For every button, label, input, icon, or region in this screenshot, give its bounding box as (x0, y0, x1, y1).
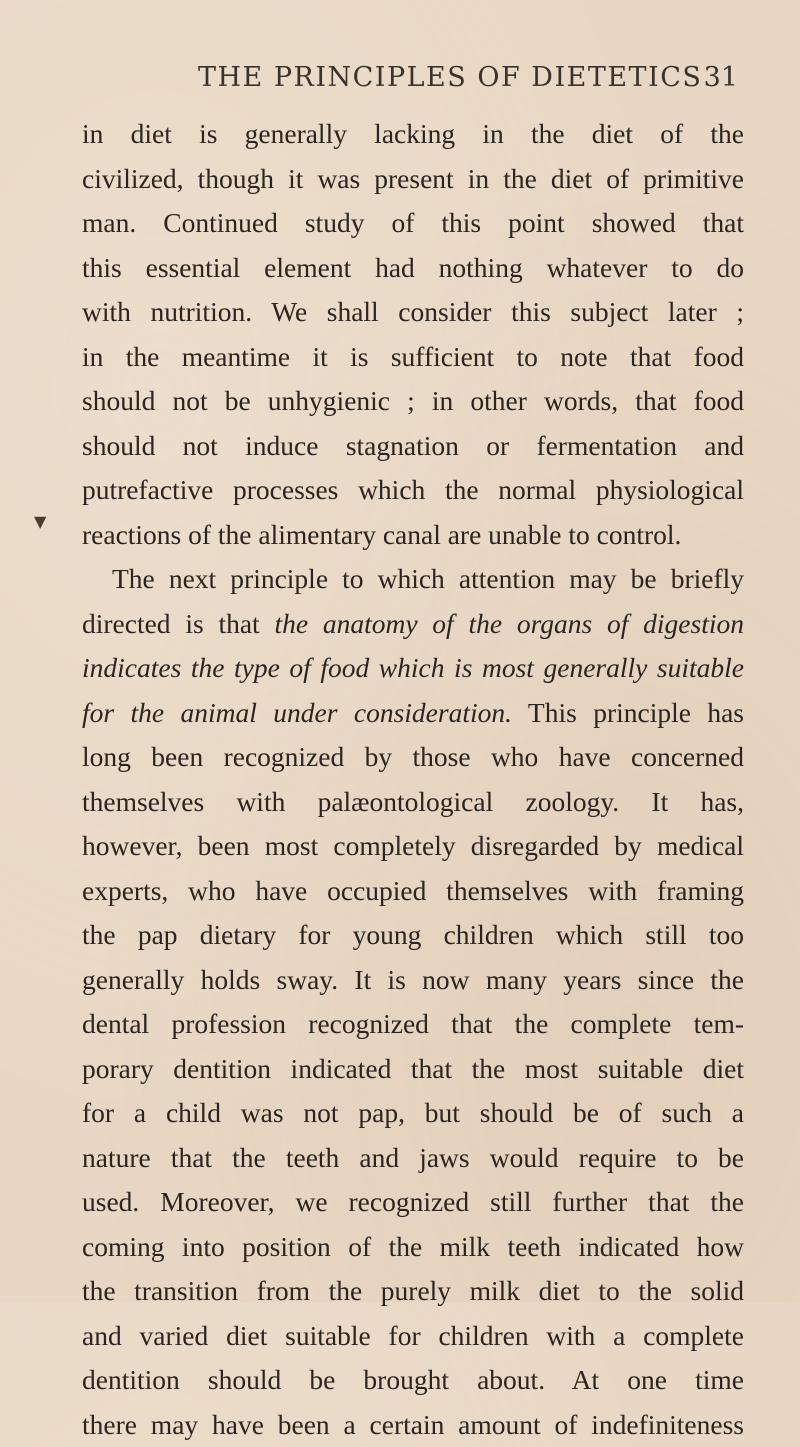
text-line: used. Moreover, we recognized still further that the (82, 1180, 744, 1225)
text-line: there may have been a certain amount of indefiniteness (82, 1403, 744, 1447)
text-line: for a child was not pap, but should be of such a (82, 1091, 744, 1136)
text-line: the transition from the purely milk diet to the solid (82, 1269, 744, 1314)
text-line: coming into position of the milk teeth indicated how (82, 1225, 744, 1270)
italic-segment: for the animal under consideration. (82, 697, 512, 728)
text-line-italic (82, 646, 744, 691)
text-line: porary dentition indicated that the most suitable diet (82, 1047, 744, 1092)
text-line: themselves with palæontological zoology. It has, (82, 780, 744, 825)
text-line: the pap dietary for young children which still too (82, 913, 744, 958)
running-head (198, 62, 738, 102)
running-title: THE PRINCIPLES OF DIETETICS (198, 62, 702, 93)
text-line: dentition should be brought about. At one time (82, 1358, 744, 1403)
text-line: should not induce stagnation or fermentation and (82, 424, 744, 469)
italic-segment: the anatomy of the organs of digestion (274, 608, 744, 639)
margin-mark-icon: ▼ (34, 512, 46, 531)
text-line: experts, who have occupied themselves with framing (82, 869, 744, 914)
text-line: dental profession recognized that the complete tem- (82, 1002, 744, 1047)
text-line: with nutrition. We shall consider this subject later ; (82, 290, 744, 335)
text-line: reactions of the alimentary canal are unable to control. (82, 513, 744, 558)
text-segment: directed is that (82, 608, 274, 639)
text-line: civilized, though it was present in the diet of primitive (82, 157, 744, 202)
text-line: this essential element had nothing whatever to do (82, 246, 744, 291)
italic-segment: indicates the type of food which is most generally suitable (82, 652, 744, 683)
body-text (82, 112, 744, 1447)
text-line: in the meantime it is sufficient to note that food (82, 335, 744, 380)
page-number: 31 (704, 62, 738, 93)
paragraph-first-line: The next principle to which attention may be briefly (82, 557, 744, 602)
text-line: in diet is generally lacking in the diet of the (82, 112, 744, 157)
text-line: long been recognized by those who have concerned (82, 735, 744, 780)
text-line: should not be unhygienic ; in other words, that food (82, 379, 744, 424)
text-line: nature that the teeth and jaws would require to be (82, 1136, 744, 1181)
text-line-italic (82, 691, 744, 736)
text-line-italic (82, 602, 744, 647)
text-line: however, been most completely disregarded by medical (82, 824, 744, 869)
text-line: generally holds sway. It is now many years since the (82, 958, 744, 1003)
text-line: and varied diet suitable for children with a complete (82, 1314, 744, 1359)
text-line: man. Continued study of this point showed that (82, 201, 744, 246)
text-segment: This principle has (512, 697, 744, 728)
text-line: putrefactive processes which the normal physiological (82, 468, 744, 513)
